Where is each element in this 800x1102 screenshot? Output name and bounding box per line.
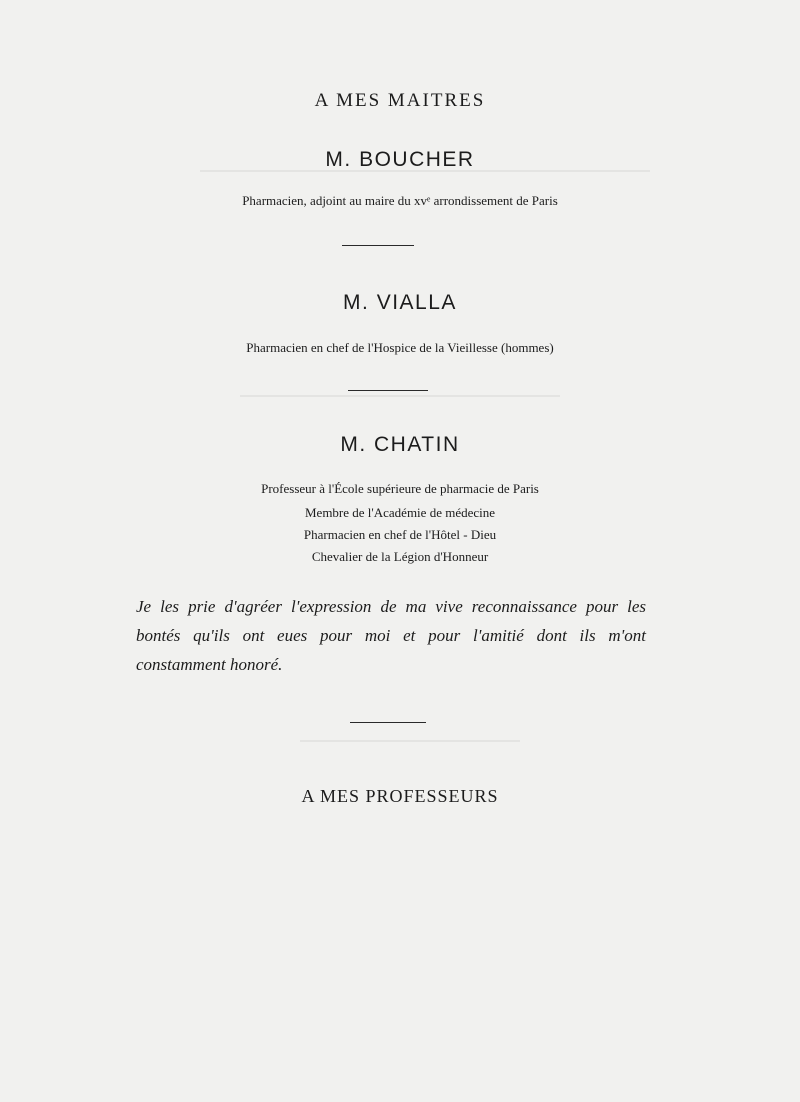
dedicatee-line: Pharmacien en chef de l'Hospice de la Vieillesse (hommes): [246, 340, 554, 355]
divider: [350, 722, 426, 723]
dedicatee-line: Pharmacien en chef de l'Hôtel - Dieu: [303, 527, 497, 542]
dedication-paragraph: Je les prie d'agréer l'expression de ma vive reconnaissance pour les bontés qu'ils ont eues pour moi et pour l'amitié dont ils m'ont constamment honoré.: [136, 597, 646, 674]
page-title: A MES MAITRES: [314, 90, 486, 111]
dedicatee-name: M. BOUCHER: [325, 148, 475, 171]
closing-heading: A MES PROFESSEURS: [301, 786, 499, 806]
divider: [342, 245, 414, 246]
dedicatee-line: Membre de l'Académie de médecine: [304, 505, 496, 520]
dedicatee-line: Chevalier de la Légion d'Honneur: [311, 549, 489, 564]
dedicatee-name: M. CHATIN: [340, 433, 460, 456]
show-through-band: [300, 740, 520, 762]
dedicatee-line: Pharmacien, adjoint au maire du xvᵉ arrondissement de Paris: [242, 193, 558, 208]
dedicatee-name: M. VIALLA: [343, 291, 457, 314]
show-through-band: [240, 395, 560, 417]
divider: [348, 390, 428, 391]
dedicatee-line: Professeur à l'École supérieure de pharmacie de Paris: [261, 481, 539, 496]
